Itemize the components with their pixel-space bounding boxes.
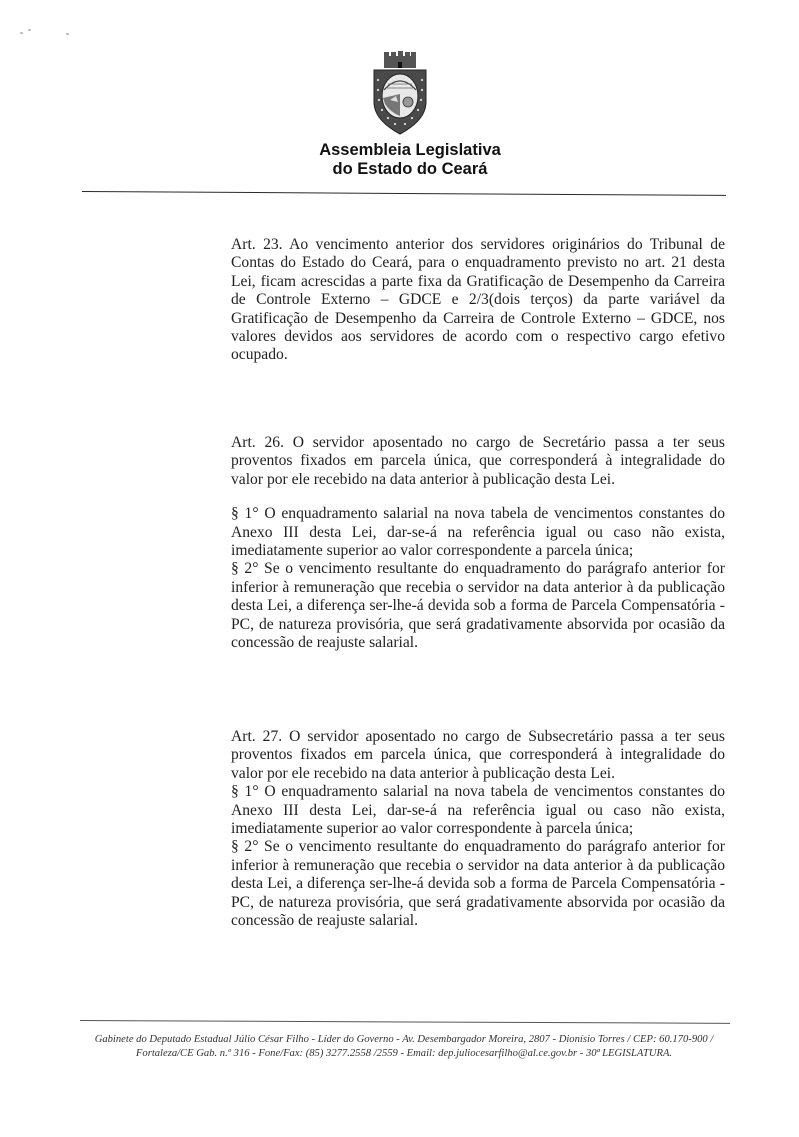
article-27-paragraph-1: § 1° O enquadramento salarial na nova tabela de vencimentos constantes do Anexo III desta Lei, dar-se-á na referência igual ou caso não exista, imediatamente superior ao valor correspondente à parcela única;: [231, 783, 725, 838]
scan-speck: [66, 33, 69, 35]
article-26-caput: Art. 26. O servidor aposentado no cargo de Secretário passa a ter seus proventos fixados em parcela única, que corresponderá à integralidade do valor por ele recebido na data anterior à publicação desta Lei.: [231, 434, 725, 488]
scan-speck: [20, 32, 23, 34]
footer-divider: [80, 1020, 730, 1024]
ceara-coat-of-arms-icon: [360, 50, 440, 136]
article-23: [231, 236, 725, 365]
article-27-caput: Art. 27. O servidor aposentado no cargo de Subsecretário passa a ter seus proventos fixados em parcela única, que corresponderá à integralidade do valor por ele recebido na data anterior à publicação desta Lei.: [231, 728, 725, 782]
institution-name-line1: Assembleia Legislativa: [319, 141, 501, 159]
institution-name: [250, 141, 570, 179]
scan-speck: [28, 29, 31, 31]
article-26-paragraph-2: § 2° Se o vencimento resultante do enquadramento do parágrafo anterior for inferior à remuneração que recebia o servidor na data anterior à da publicação desta Lei, a diferença ser-lhe-á devida sob a forma de Parcela Compensatória - PC, de natureza provisória, que será gradativamente absorvida por ocasião da concessão de reajuste salarial.: [231, 560, 725, 652]
article-27: [231, 728, 725, 930]
scan-specks: [18, 28, 78, 40]
footer-line-2: Fortaleza/CE Gab. n.º 316 - Fone/Fax: (85) 3277.2558 /2559 - Email: dep.juliocesarfilho@al.ce.gov.br - 30ª LEGISLATURA.: [135, 1048, 673, 1059]
institution-name-line2: do Estado do Ceará: [332, 160, 488, 178]
article-26: [231, 434, 725, 652]
footer-line-1: Gabinete do Deputado Estadual Júlio César Filho - Líder do Governo - Av. Desembargador Moreira, 2807 - Dionísio Torres / CEP: 60.170-900 /: [94, 1034, 714, 1045]
article-27-paragraph-2: § 2° Se o vencimento resultante do enquadramento do parágrafo anterior for inferior à remuneração que recebia o servidor na data anterior à da publicação desta Lei, a diferença ser-lhe-á devida sob a forma de Parcela Compensatória - PC, de natureza provisória, que será gradativamente absorvida por ocasião da concessão de reajuste salarial.: [231, 838, 725, 930]
article-23-caput: Art. 23. Ao vencimento anterior dos servidores originários do Tribunal de Contas do Estado do Ceará, para o enquadramento previsto no art. 21 desta Lei, ficam acrescidas a parte fixa da Gratificação de Desempenho da Carreira de Controle Externo – GDCE e 2/3(dois terços) da parte variável da Gratificação de Desempenho da Carreira de Controle Externo – GDCE, nos valores devidos aos servidores de acordo com o respectivo cargo efetivo ocupado.: [231, 236, 725, 364]
footer-address: [74, 1033, 734, 1061]
header-divider: [82, 191, 726, 196]
article-26-paragraph-1: § 1° O enquadramento salarial na nova tabela de vencimentos constantes do Anexo III desta Lei, dar-se-á na referência igual ou caso não exista, imediatamente superior ao valor correspondente a parcela única;: [231, 505, 725, 560]
